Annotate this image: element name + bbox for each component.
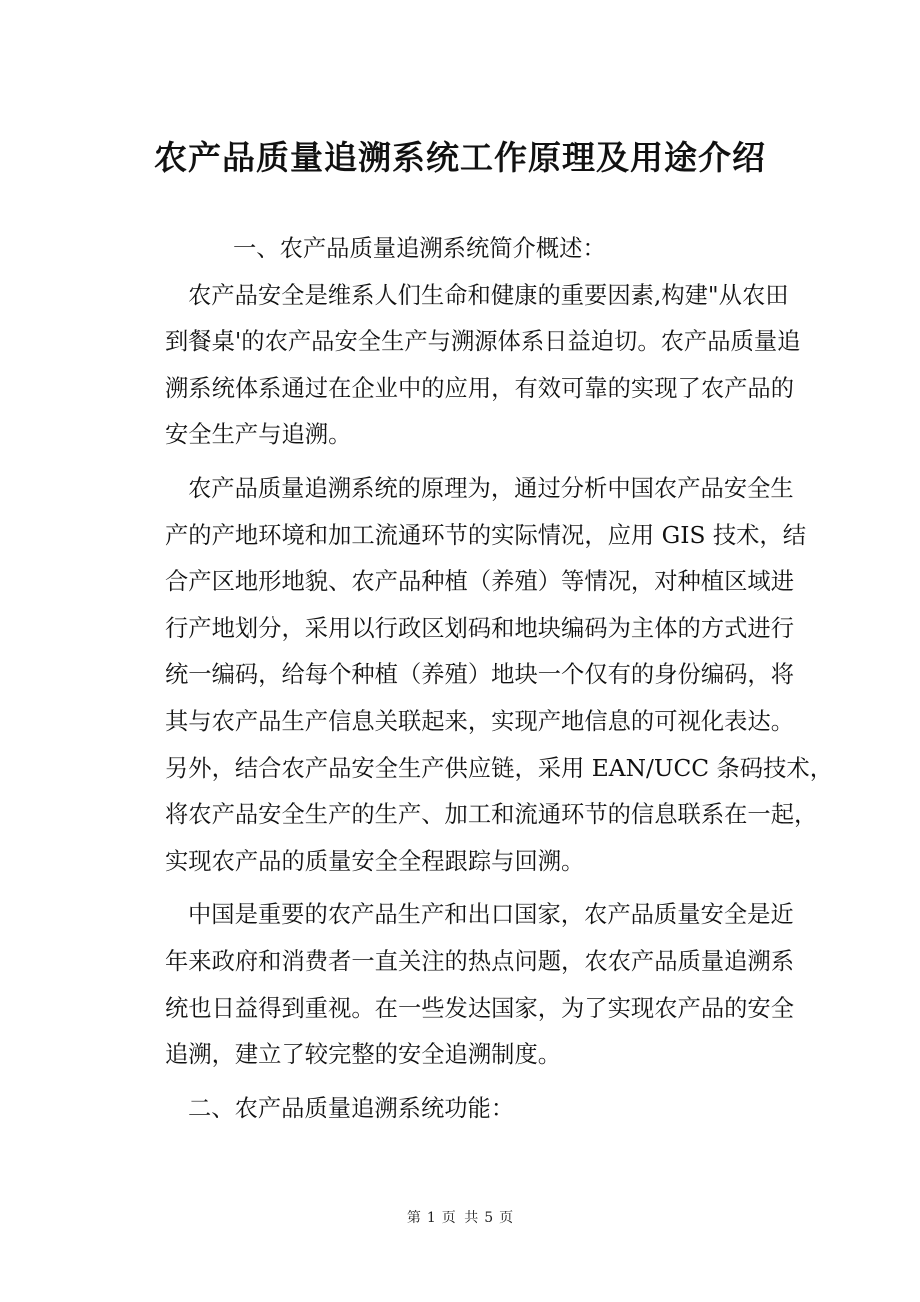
paragraph-line: 产的产地环境和加工流通环节的实际情况，应用 GIS 技术，结 [165, 521, 807, 549]
total-pages: 5 [484, 1210, 494, 1226]
paragraph [165, 892, 825, 1078]
footer-suffix: 页 [499, 1210, 514, 1226]
paragraph-line: 其与农产品生产信息关联起来，实现产地信息的可视化表达。 [165, 707, 795, 735]
paragraph-line: 统也日益得到重视。在一些发达国家，为了实现农产品的安全 [165, 994, 795, 1022]
paragraph-line: 农产品质量追溯系统的原理为，通过分析中国农产品安全生 [188, 474, 794, 502]
paragraph-line: 年来政府和消费者一直关注的热点问题，农农产品质量追溯系 [165, 947, 795, 975]
footer-mid: 页 共 [441, 1210, 479, 1226]
document-body [165, 226, 833, 1132]
section-heading: 一、农产品质量追溯系统简介概述： [233, 235, 606, 262]
paragraph-line: 到餐桌'的农产品安全生产与溯源体系日益迫切。农产品质量追 [165, 328, 801, 356]
paragraph [165, 273, 825, 459]
paragraph-line: 合产区地形地貌、农产品种植（养殖）等情况，对种植区域进 [165, 568, 795, 596]
paragraph-line: 中国是重要的农产品生产和出口国家，农产品质量安全是近 [188, 901, 794, 929]
paragraph [165, 466, 833, 885]
paragraph-line: 追溯，建立了较完整的安全追溯制度。 [165, 1041, 562, 1069]
page-footer [0, 1207, 920, 1227]
paragraph-line: 将农产品安全生产的生产、加工和流通环节的信息联系在一起， [165, 801, 818, 829]
paragraph-line: 另外，结合农产品安全生产供应链，采用 EAN/UCC 条码技术， [165, 754, 833, 782]
paragraph-line: 实现农产品的质量安全全程跟踪与回溯。 [165, 847, 585, 875]
paragraph-line: 统一编码，给每个种植（养殖）地块一个仅有的身份编码，将 [165, 661, 795, 689]
paragraph-line: 溯系统体系通过在企业中的应用，有效可靠的实现了农产品的 [165, 374, 795, 402]
document-title: 农产品质量追溯系统工作原理及用途介绍 [154, 138, 766, 177]
section-heading: 二、农产品质量追溯系统功能： [188, 1094, 515, 1122]
paragraph-line: 农产品安全是维系人们生命和健康的重要因素,构建"从农田 [188, 281, 789, 309]
paragraph-line: 行产地划分，采用以行政区划码和地块编码为主体的方式进行 [165, 614, 795, 642]
page-number: 1 [426, 1210, 436, 1226]
paragraph-line: 安全生产与追溯。 [165, 421, 352, 449]
footer-prefix: 第 [406, 1210, 421, 1226]
